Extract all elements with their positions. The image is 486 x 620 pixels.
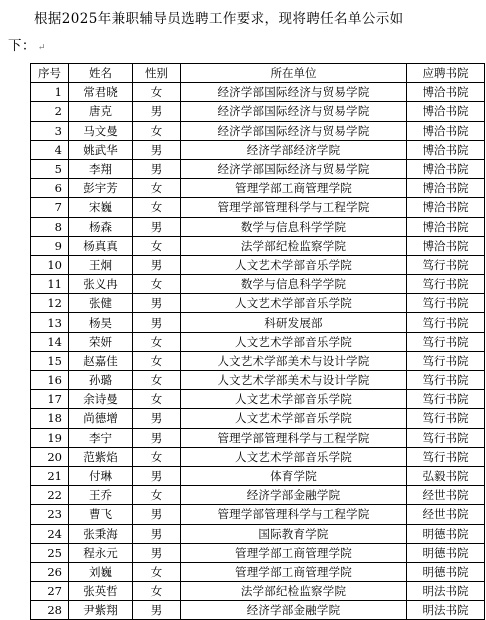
cell-college: 明德书院 bbox=[407, 543, 485, 562]
table-row bbox=[31, 543, 485, 562]
cell-college: 明法书院 bbox=[407, 582, 485, 601]
cell-name: 彭宇芳 bbox=[69, 179, 133, 198]
intro-line-1 bbox=[8, 6, 482, 33]
cell-index: 25 bbox=[31, 543, 69, 562]
cell-gender: 女 bbox=[133, 562, 181, 581]
table-row bbox=[31, 102, 485, 121]
cell-name: 刘巍 bbox=[69, 562, 133, 581]
cell-index: 10 bbox=[31, 255, 69, 274]
cell-name: 孙璐 bbox=[69, 371, 133, 390]
table-row bbox=[31, 313, 485, 332]
cell-name: 曹飞 bbox=[69, 505, 133, 524]
cell-name: 尚德增 bbox=[69, 409, 133, 428]
cell-name: 李宁 bbox=[69, 428, 133, 447]
cell-unit: 人文艺术学部音乐学院 bbox=[181, 332, 407, 351]
cell-name: 杨昊 bbox=[69, 313, 133, 332]
cell-name: 余诗曼 bbox=[69, 390, 133, 409]
cell-name: 张义冉 bbox=[69, 275, 133, 294]
header-name: 姓名 bbox=[69, 64, 133, 83]
table-row bbox=[31, 140, 485, 159]
cell-index: 19 bbox=[31, 428, 69, 447]
cell-unit: 人文艺术学部美术与设计学院 bbox=[181, 351, 407, 370]
table-row bbox=[31, 371, 485, 390]
cell-unit: 经济学部金融学院 bbox=[181, 601, 407, 620]
cell-name: 张秉海 bbox=[69, 524, 133, 543]
table-row bbox=[31, 159, 485, 178]
cell-gender: 男 bbox=[133, 543, 181, 562]
cell-college: 博洽书院 bbox=[407, 102, 485, 121]
cell-gender: 女 bbox=[133, 351, 181, 370]
cell-college: 博洽书院 bbox=[407, 217, 485, 236]
cell-index: 2 bbox=[31, 102, 69, 121]
cell-gender: 女 bbox=[133, 582, 181, 601]
cell-college: 笃行书院 bbox=[407, 447, 485, 466]
cell-index: 17 bbox=[31, 390, 69, 409]
table-row bbox=[31, 294, 485, 313]
cell-gender: 女 bbox=[133, 236, 181, 255]
cell-college: 博洽书院 bbox=[407, 236, 485, 255]
cell-index: 15 bbox=[31, 351, 69, 370]
cell-index: 16 bbox=[31, 371, 69, 390]
table-row bbox=[31, 217, 485, 236]
cell-gender: 女 bbox=[133, 371, 181, 390]
cell-gender: 女 bbox=[133, 179, 181, 198]
header-college: 应聘书院 bbox=[407, 64, 485, 83]
cell-college: 博洽书院 bbox=[407, 198, 485, 217]
table-row bbox=[31, 505, 485, 524]
intro-text-2: 下： bbox=[8, 38, 36, 54]
cell-college: 笃行书院 bbox=[407, 255, 485, 274]
table-row bbox=[31, 332, 485, 351]
cell-name: 范紫焰 bbox=[69, 447, 133, 466]
cell-unit: 管理学部管理科学与工程学院 bbox=[181, 505, 407, 524]
cell-index: 28 bbox=[31, 601, 69, 620]
cell-index: 12 bbox=[31, 294, 69, 313]
cell-college: 弘毅书院 bbox=[407, 466, 485, 485]
cell-name: 常君晓 bbox=[69, 83, 133, 102]
cell-college: 博洽书院 bbox=[407, 140, 485, 159]
cell-unit: 科研发展部 bbox=[181, 313, 407, 332]
cell-unit: 管理学部管理科学与工程学院 bbox=[181, 198, 407, 217]
cell-unit: 经济学部国际经济与贸易学院 bbox=[181, 159, 407, 178]
cell-gender: 男 bbox=[133, 313, 181, 332]
cell-gender: 男 bbox=[133, 102, 181, 121]
cell-index: 18 bbox=[31, 409, 69, 428]
paragraph-mark-icon: ↵ bbox=[37, 43, 46, 53]
table-row bbox=[31, 524, 485, 543]
cell-unit: 经济学部金融学院 bbox=[181, 486, 407, 505]
cell-unit: 人文艺术学部音乐学院 bbox=[181, 294, 407, 313]
cell-index: 7 bbox=[31, 198, 69, 217]
cell-college: 经世书院 bbox=[407, 486, 485, 505]
cell-index: 27 bbox=[31, 582, 69, 601]
cell-gender: 女 bbox=[133, 83, 181, 102]
cell-college: 笃行书院 bbox=[407, 390, 485, 409]
cell-gender: 女 bbox=[133, 275, 181, 294]
intro-text-1: 根据2025年兼职辅导员选聘工作要求，现将聘任名单公示如 bbox=[34, 11, 404, 27]
cell-unit: 法学部纪检监察学院 bbox=[181, 582, 407, 601]
table-header-row bbox=[31, 64, 485, 83]
cell-college: 笃行书院 bbox=[407, 351, 485, 370]
cell-index: 22 bbox=[31, 486, 69, 505]
table-row bbox=[31, 486, 485, 505]
cell-college: 笃行书院 bbox=[407, 428, 485, 447]
cell-gender: 女 bbox=[133, 447, 181, 466]
appointment-table bbox=[30, 63, 485, 620]
table-row bbox=[31, 236, 485, 255]
cell-index: 24 bbox=[31, 524, 69, 543]
cell-name: 王乔 bbox=[69, 486, 133, 505]
table-row bbox=[31, 179, 485, 198]
cell-name: 马文曼 bbox=[69, 121, 133, 140]
cell-college: 明德书院 bbox=[407, 524, 485, 543]
table-row bbox=[31, 582, 485, 601]
cell-gender: 男 bbox=[133, 255, 181, 274]
cell-unit: 体育学院 bbox=[181, 466, 407, 485]
cell-name: 程永元 bbox=[69, 543, 133, 562]
cell-gender: 女 bbox=[133, 486, 181, 505]
cell-index: 14 bbox=[31, 332, 69, 351]
cell-gender: 女 bbox=[133, 390, 181, 409]
table-row bbox=[31, 198, 485, 217]
cell-gender: 男 bbox=[133, 159, 181, 178]
cell-name: 杨森 bbox=[69, 217, 133, 236]
table-row bbox=[31, 390, 485, 409]
cell-index: 21 bbox=[31, 466, 69, 485]
table-row bbox=[31, 351, 485, 370]
table-row bbox=[31, 562, 485, 581]
cell-name: 宋巍 bbox=[69, 198, 133, 217]
cell-college: 笃行书院 bbox=[407, 313, 485, 332]
cell-index: 4 bbox=[31, 140, 69, 159]
table-row bbox=[31, 428, 485, 447]
cell-college: 博洽书院 bbox=[407, 121, 485, 140]
table-row bbox=[31, 601, 485, 620]
cell-index: 20 bbox=[31, 447, 69, 466]
cell-name: 付琳 bbox=[69, 466, 133, 485]
cell-unit: 人文艺术学部音乐学院 bbox=[181, 255, 407, 274]
cell-name: 姚武华 bbox=[69, 140, 133, 159]
cell-index: 6 bbox=[31, 179, 69, 198]
table-row bbox=[31, 121, 485, 140]
cell-unit: 经济学部国际经济与贸易学院 bbox=[181, 102, 407, 121]
table-row bbox=[31, 255, 485, 274]
cell-unit: 人文艺术学部音乐学院 bbox=[181, 447, 407, 466]
cell-college: 笃行书院 bbox=[407, 409, 485, 428]
cell-name: 张英哲 bbox=[69, 582, 133, 601]
cell-college: 笃行书院 bbox=[407, 294, 485, 313]
cell-college: 博洽书院 bbox=[407, 159, 485, 178]
cell-college: 明法书院 bbox=[407, 601, 485, 620]
table-body bbox=[31, 83, 485, 620]
cell-gender: 男 bbox=[133, 294, 181, 313]
cell-gender: 男 bbox=[133, 524, 181, 543]
cell-gender: 男 bbox=[133, 466, 181, 485]
cell-gender: 男 bbox=[133, 140, 181, 159]
table-row bbox=[31, 275, 485, 294]
cell-index: 5 bbox=[31, 159, 69, 178]
intro-paragraph bbox=[8, 6, 482, 62]
cell-index: 13 bbox=[31, 313, 69, 332]
cell-index: 11 bbox=[31, 275, 69, 294]
cell-unit: 管理学部工商管理学院 bbox=[181, 179, 407, 198]
cell-unit: 经济学部经济学院 bbox=[181, 140, 407, 159]
cell-unit: 国际教育学院 bbox=[181, 524, 407, 543]
cell-college: 笃行书院 bbox=[407, 275, 485, 294]
table-row bbox=[31, 447, 485, 466]
cell-name: 唐克 bbox=[69, 102, 133, 121]
cell-gender: 男 bbox=[133, 601, 181, 620]
cell-gender: 女 bbox=[133, 198, 181, 217]
cell-name: 李翔 bbox=[69, 159, 133, 178]
header-unit: 所在单位 bbox=[181, 64, 407, 83]
cell-name: 张健 bbox=[69, 294, 133, 313]
cell-unit: 管理学部工商管理学院 bbox=[181, 543, 407, 562]
cell-unit: 管理学部工商管理学院 bbox=[181, 562, 407, 581]
cell-college: 经世书院 bbox=[407, 505, 485, 524]
cell-unit: 数学与信息科学学院 bbox=[181, 217, 407, 236]
cell-college: 明德书院 bbox=[407, 562, 485, 581]
cell-unit: 数学与信息科学学院 bbox=[181, 275, 407, 294]
cell-index: 26 bbox=[31, 562, 69, 581]
cell-college: 笃行书院 bbox=[407, 371, 485, 390]
cell-gender: 男 bbox=[133, 505, 181, 524]
cell-college: 笃行书院 bbox=[407, 332, 485, 351]
cell-index: 9 bbox=[31, 236, 69, 255]
cell-unit: 法学部纪检监察学院 bbox=[181, 236, 407, 255]
cell-unit: 人文艺术学部音乐学院 bbox=[181, 409, 407, 428]
cell-index: 8 bbox=[31, 217, 69, 236]
cell-unit: 经济学部国际经济与贸易学院 bbox=[181, 83, 407, 102]
cell-unit: 管理学部管理科学与工程学院 bbox=[181, 428, 407, 447]
cell-gender: 女 bbox=[133, 121, 181, 140]
header-index: 序号 bbox=[31, 64, 69, 83]
cell-index: 23 bbox=[31, 505, 69, 524]
cell-unit: 人文艺术学部音乐学院 bbox=[181, 390, 407, 409]
cell-name: 尹紫翔 bbox=[69, 601, 133, 620]
cell-name: 杨真真 bbox=[69, 236, 133, 255]
cell-index: 1 bbox=[31, 83, 69, 102]
cell-name: 荣妍 bbox=[69, 332, 133, 351]
header-gender: 性别 bbox=[133, 64, 181, 83]
cell-gender: 男 bbox=[133, 217, 181, 236]
cell-gender: 男 bbox=[133, 428, 181, 447]
table-row bbox=[31, 409, 485, 428]
cell-index: 3 bbox=[31, 121, 69, 140]
cell-college: 博洽书院 bbox=[407, 179, 485, 198]
cell-unit: 经济学部国际经济与贸易学院 bbox=[181, 121, 407, 140]
cell-unit: 人文艺术学部美术与设计学院 bbox=[181, 371, 407, 390]
table-row bbox=[31, 83, 485, 102]
cell-gender: 男 bbox=[133, 409, 181, 428]
table-row bbox=[31, 466, 485, 485]
cell-gender: 女 bbox=[133, 332, 181, 351]
intro-line-2 bbox=[8, 33, 482, 62]
cell-college: 博洽书院 bbox=[407, 83, 485, 102]
cell-name: 王炯 bbox=[69, 255, 133, 274]
cell-name: 赵嘉佳 bbox=[69, 351, 133, 370]
